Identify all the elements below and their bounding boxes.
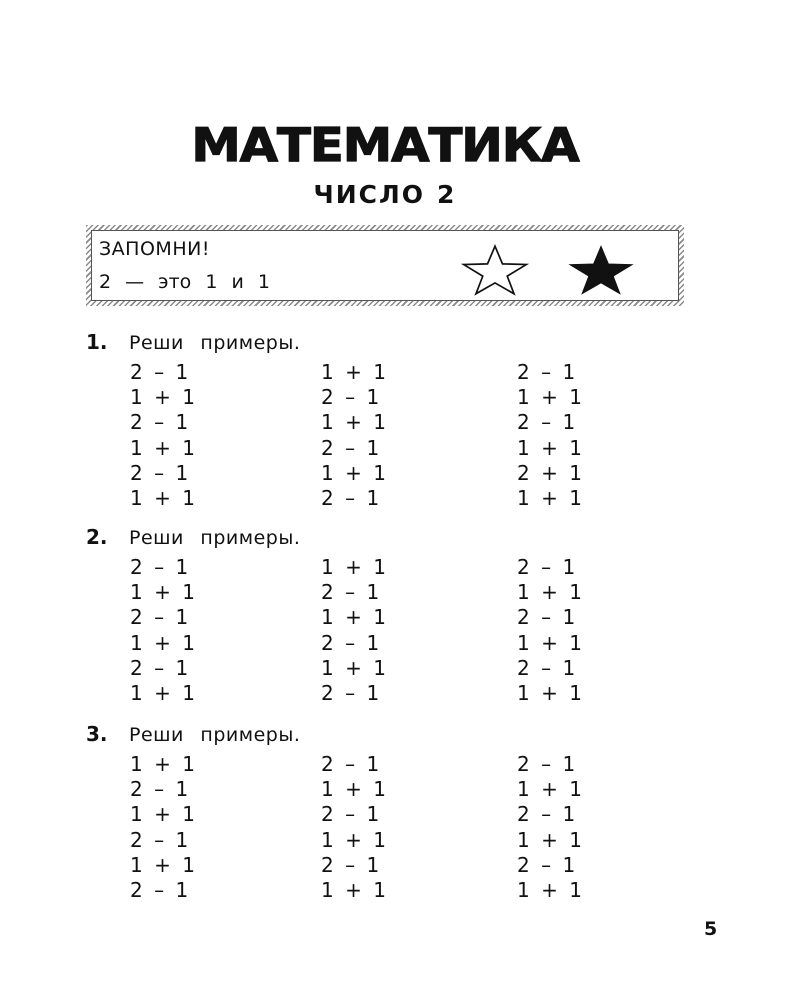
example: 2 – 1	[130, 877, 189, 902]
example: 1 + 1	[517, 580, 583, 605]
example: 1 + 1	[517, 435, 583, 460]
examples-column	[130, 555, 195, 706]
example: 2 – 1	[321, 580, 380, 605]
examples-column	[321, 555, 386, 706]
example: 1 + 1	[130, 752, 196, 776]
examples-column	[517, 555, 582, 706]
example: 1 + 1	[517, 877, 583, 902]
example: 2 – 1	[130, 655, 189, 680]
example: 2 – 1	[321, 630, 380, 655]
task-instruction: Реши примеры.	[129, 724, 301, 746]
example: 1 + 1	[130, 485, 196, 510]
examples-column	[130, 752, 195, 903]
example: 2 – 1	[321, 680, 380, 705]
example: 1 + 1	[130, 630, 196, 655]
example: 2 – 1	[130, 555, 189, 579]
task-2	[86, 525, 646, 707]
example: 2 – 1	[517, 410, 576, 435]
example: 1 + 1	[321, 877, 387, 902]
task-instruction: Реши примеры.	[129, 332, 301, 354]
page-title: МАТЕМАТИКА	[191, 118, 579, 172]
example: 2 – 1	[517, 802, 576, 827]
example: 2 – 1	[130, 360, 189, 384]
example: 2 – 1	[321, 802, 380, 827]
example: 2 – 1	[517, 655, 576, 680]
task-number: 3.	[86, 722, 108, 746]
example: 2 – 1	[130, 827, 189, 852]
examples-grid	[86, 752, 646, 904]
example: 2 – 1	[321, 752, 380, 776]
example: 1 + 1	[321, 827, 387, 852]
example: 1 + 1	[517, 777, 583, 802]
example: 2 – 1	[130, 605, 189, 630]
example: 2 – 1	[130, 777, 189, 802]
example: 1 + 1	[130, 580, 196, 605]
example: 1 + 1	[517, 385, 583, 410]
task-heading	[86, 525, 646, 555]
example: 2 + 1	[517, 460, 583, 485]
subtitle-label: ЧИСЛО	[313, 180, 426, 209]
examples-column	[321, 360, 386, 511]
task-instruction: Реши примеры.	[129, 527, 301, 549]
example: 1 + 1	[321, 555, 387, 579]
task-number: 2.	[86, 525, 108, 549]
example: 1 + 1	[321, 410, 387, 435]
example: 2 – 1	[517, 752, 576, 776]
example: 1 + 1	[130, 852, 196, 877]
example: 1 + 1	[517, 827, 583, 852]
example: 2 – 1	[517, 605, 576, 630]
example: 2 – 1	[321, 485, 380, 510]
task-number: 1.	[86, 330, 108, 354]
examples-column	[130, 360, 195, 511]
examples-column	[517, 360, 582, 511]
example: 1 + 1	[321, 460, 387, 485]
subtitle-number: 2	[437, 180, 457, 209]
example: 1 + 1	[517, 680, 583, 705]
example: 2 – 1	[517, 360, 576, 384]
example: 1 + 1	[321, 777, 387, 802]
task-heading	[86, 330, 646, 360]
remember-box-inner	[91, 230, 679, 301]
star-filled-icon	[566, 244, 636, 296]
examples-column	[321, 752, 386, 903]
task-1	[86, 330, 646, 512]
examples-column	[517, 752, 582, 903]
example: 1 + 1	[321, 655, 387, 680]
example: 1 + 1	[130, 680, 196, 705]
remember-box	[86, 225, 684, 306]
page-number: 5	[704, 918, 718, 940]
remember-rule: 2 — это 1 и 1	[99, 271, 270, 293]
example: 2 – 1	[517, 555, 576, 579]
example: 2 – 1	[321, 385, 380, 410]
example: 1 + 1	[321, 360, 387, 384]
examples-grid	[86, 555, 646, 707]
example: 1 + 1	[130, 385, 196, 410]
example: 1 + 1	[130, 802, 196, 827]
examples-grid	[86, 360, 646, 512]
task-3	[86, 722, 646, 904]
example: 1 + 1	[517, 630, 583, 655]
remember-heading: ЗАПОМНИ!	[99, 238, 210, 260]
task-heading	[86, 722, 646, 752]
example: 2 – 1	[130, 410, 189, 435]
subtitle	[0, 180, 770, 209]
example: 1 + 1	[517, 485, 583, 510]
example: 2 – 1	[130, 460, 189, 485]
example: 1 + 1	[321, 605, 387, 630]
example: 2 – 1	[517, 852, 576, 877]
example: 2 – 1	[321, 435, 380, 460]
example: 1 + 1	[130, 435, 196, 460]
example: 2 – 1	[321, 852, 380, 877]
star-outline-icon	[461, 244, 529, 296]
